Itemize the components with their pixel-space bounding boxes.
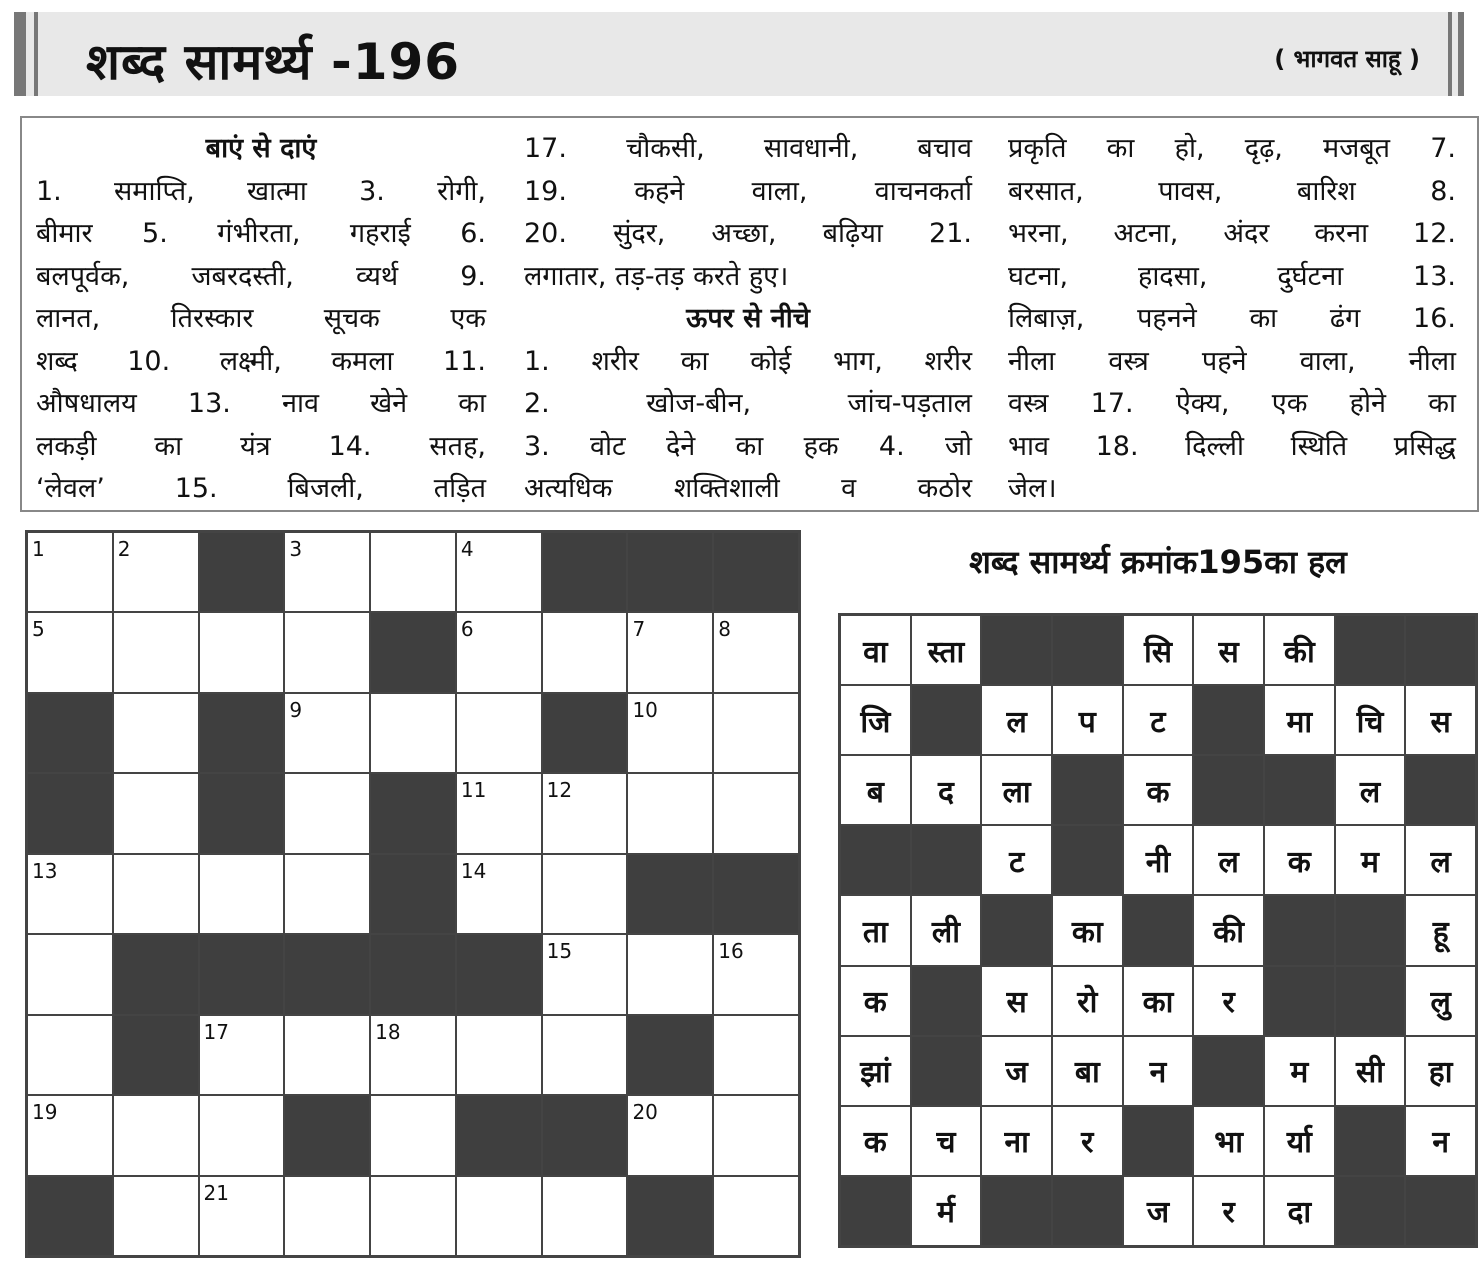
black-cell bbox=[542, 532, 628, 612]
grid-cell[interactable] bbox=[627, 612, 713, 692]
solution-cell: न bbox=[1405, 1106, 1476, 1176]
black-cell bbox=[27, 1176, 113, 1256]
solution-cell: ता bbox=[840, 895, 911, 965]
solution-cell: ट bbox=[981, 825, 1052, 895]
clue-number: 6 bbox=[460, 617, 474, 642]
grid-cell[interactable] bbox=[370, 1015, 456, 1095]
solution-cell: हू bbox=[1405, 895, 1476, 965]
solution-cell: बा bbox=[1052, 1036, 1123, 1106]
solution-black-cell bbox=[1335, 1106, 1406, 1176]
solution-black-cell bbox=[1405, 615, 1476, 685]
grid-cell[interactable] bbox=[627, 773, 713, 853]
solution-cell: ल bbox=[1193, 825, 1264, 895]
solution-cell: ला bbox=[981, 755, 1052, 825]
clue-number: 11 bbox=[460, 778, 487, 803]
grid-cell[interactable] bbox=[113, 773, 199, 853]
solution-cell: ज bbox=[1123, 1176, 1194, 1246]
black-cell bbox=[713, 532, 799, 612]
black-cell bbox=[370, 934, 456, 1014]
solution-black-cell bbox=[1264, 755, 1335, 825]
grid-cell[interactable] bbox=[113, 854, 199, 934]
solution-cell: झां bbox=[840, 1036, 911, 1106]
black-cell bbox=[27, 693, 113, 773]
crossword-grid bbox=[25, 530, 801, 1258]
grid-cell[interactable] bbox=[456, 612, 542, 692]
grid-cell[interactable] bbox=[713, 612, 799, 692]
clue-line: बीमार 5. गंभीरता, गहराई 6. bbox=[36, 218, 486, 249]
clue-number: 9 bbox=[289, 697, 303, 722]
solution-cell: र bbox=[1193, 1176, 1264, 1246]
solution-black-cell bbox=[1264, 895, 1335, 965]
grid-cell[interactable] bbox=[27, 1095, 113, 1175]
solution-black-cell bbox=[981, 615, 1052, 685]
grid-cell[interactable] bbox=[456, 854, 542, 934]
solution-cell: न bbox=[1123, 1036, 1194, 1106]
grid-cell[interactable] bbox=[456, 1015, 542, 1095]
clues-box bbox=[20, 116, 1479, 512]
grid-cell[interactable] bbox=[627, 1095, 713, 1175]
grid-cell[interactable] bbox=[370, 532, 456, 612]
grid-cell[interactable] bbox=[199, 612, 285, 692]
puzzle-title: शब्द सामर्थ्य -196 bbox=[86, 33, 461, 91]
grid-cell[interactable] bbox=[284, 1176, 370, 1256]
solution-cell: र bbox=[1052, 1106, 1123, 1176]
grid-cell[interactable] bbox=[284, 773, 370, 853]
solution-cell: भा bbox=[1193, 1106, 1264, 1176]
clue-number: 17 bbox=[203, 1019, 229, 1044]
solution-cell: क bbox=[840, 1106, 911, 1176]
solution-black-cell bbox=[1052, 1176, 1123, 1246]
black-cell bbox=[542, 693, 628, 773]
solution-black-cell bbox=[981, 1176, 1052, 1246]
clue-number: 13 bbox=[32, 858, 58, 883]
solution-black-cell bbox=[911, 825, 982, 895]
grid-cell[interactable] bbox=[199, 854, 285, 934]
clue-number: 18 bbox=[375, 1019, 401, 1044]
clue-line: 1. शरीर का कोई भाग, शरीर bbox=[524, 345, 972, 377]
clue-number: 5 bbox=[32, 617, 45, 642]
solution-cell: ल bbox=[1405, 825, 1476, 895]
solution-cell: की bbox=[1264, 615, 1335, 685]
black-cell bbox=[713, 854, 799, 934]
clue-number: 14 bbox=[460, 858, 487, 883]
solution-cell: द bbox=[911, 755, 982, 825]
solution-cell: र्म bbox=[911, 1176, 982, 1246]
solution-cell: स bbox=[981, 966, 1052, 1036]
grid-cell[interactable] bbox=[113, 1176, 199, 1256]
clue-line: ‘लेवल’ 15. बिजली, तड़ित bbox=[36, 473, 486, 504]
clue-line: अत्यधिक शक्तिशाली व कठोर bbox=[524, 473, 972, 504]
solution-black-cell bbox=[1335, 1176, 1406, 1246]
header-bar-right-thin bbox=[1448, 12, 1452, 96]
grid-cell[interactable] bbox=[284, 532, 370, 612]
black-cell bbox=[199, 773, 285, 853]
solution-cell: ज bbox=[981, 1036, 1052, 1106]
black-cell bbox=[627, 1015, 713, 1095]
black-cell bbox=[370, 612, 456, 692]
clues-column-1 bbox=[36, 128, 486, 511]
clue-line: 3. वोट देने का हक 4. जो bbox=[524, 430, 972, 462]
solution-black-cell bbox=[1052, 755, 1123, 825]
black-cell bbox=[456, 934, 542, 1014]
solution-cell: क bbox=[1123, 755, 1194, 825]
solution-black-cell bbox=[911, 966, 982, 1036]
clue-line: प्रकृति का हो, दृढ़, मजबूत 7. bbox=[1008, 133, 1456, 164]
solution-black-cell bbox=[840, 825, 911, 895]
grid-cell[interactable] bbox=[113, 1095, 199, 1175]
black-cell bbox=[113, 1015, 199, 1095]
clue-number: 7 bbox=[632, 617, 646, 642]
grid-cell[interactable] bbox=[284, 612, 370, 692]
solution-cell: स bbox=[1405, 685, 1476, 755]
clue-line: लिबाज़, पहनने का ढंग 16. bbox=[1008, 303, 1456, 334]
solution-cell: दा bbox=[1264, 1176, 1335, 1246]
grid-cell[interactable] bbox=[27, 1015, 113, 1095]
solution-title: शब्द सामर्थ्य क्रमांक195का हल bbox=[969, 543, 1347, 581]
solution-cell: स bbox=[1193, 615, 1264, 685]
solution-cell: र्या bbox=[1264, 1106, 1335, 1176]
grid-cell[interactable] bbox=[713, 1176, 799, 1256]
solution-cell: वा bbox=[840, 615, 911, 685]
clue-number: 16 bbox=[718, 939, 744, 964]
clue-line: बलपूर्वक, जबरदस्ती, व्यर्थ 9. bbox=[36, 260, 486, 292]
solution-black-cell bbox=[1123, 1106, 1194, 1176]
clue-line: लगातार, तड़-तड़ करते हुए। bbox=[524, 260, 789, 292]
grid-cell[interactable] bbox=[284, 693, 370, 773]
grid-cell[interactable] bbox=[456, 1176, 542, 1256]
grid-cell[interactable] bbox=[370, 1095, 456, 1175]
header-banner bbox=[14, 12, 1464, 96]
black-cell bbox=[284, 1095, 370, 1175]
clue-line: 20. सुंदर, अच्छा, बढ़िया 21. bbox=[524, 218, 972, 249]
clue-number: 12 bbox=[546, 778, 573, 803]
grid-cell[interactable] bbox=[370, 1176, 456, 1256]
author-credit: ( भागवत साहू ) bbox=[1274, 45, 1420, 73]
grid-cell[interactable] bbox=[113, 532, 199, 612]
clues-column-2 bbox=[524, 128, 972, 511]
clue-line: 1. समाप्ति, खात्मा 3. रोगी, bbox=[36, 175, 486, 207]
solution-cell: र bbox=[1193, 966, 1264, 1036]
solution-black-cell bbox=[1193, 755, 1264, 825]
solution-cell: स्ता bbox=[911, 615, 982, 685]
grid-cell[interactable] bbox=[713, 934, 799, 1014]
clue-number: 20 bbox=[632, 1100, 658, 1125]
solution-black-cell bbox=[1123, 895, 1194, 965]
black-cell bbox=[370, 854, 456, 934]
solution-cell: नी bbox=[1123, 825, 1194, 895]
clue-line: 17. चौकसी, सावधानी, बचाव bbox=[524, 133, 972, 164]
solution-black-cell bbox=[1405, 755, 1476, 825]
grid-cell[interactable] bbox=[713, 693, 799, 773]
clue-line: लकड़ी का यंत्र 14. सतह, bbox=[36, 430, 486, 462]
grid-cell[interactable] bbox=[456, 773, 542, 853]
solution-cell: चि bbox=[1335, 685, 1406, 755]
solution-black-cell bbox=[1335, 615, 1406, 685]
solution-cell: क bbox=[840, 966, 911, 1036]
clue-number: 4 bbox=[460, 537, 474, 561]
clue-line: भरना, अटना, अंदर करना 12. bbox=[1008, 218, 1456, 249]
grid-cell[interactable] bbox=[27, 854, 113, 934]
solution-black-cell bbox=[1335, 966, 1406, 1036]
grid-cell[interactable] bbox=[713, 1095, 799, 1175]
grid-cell[interactable] bbox=[542, 612, 628, 692]
solution-black-cell bbox=[1052, 825, 1123, 895]
grid-cell[interactable] bbox=[27, 612, 113, 692]
solution-cell: लु bbox=[1405, 966, 1476, 1036]
solution-cell: का bbox=[1123, 966, 1194, 1036]
solution-cell: जि bbox=[840, 685, 911, 755]
grid-cell[interactable] bbox=[542, 854, 628, 934]
clue-number: 10 bbox=[632, 697, 658, 722]
header-bar-right bbox=[1458, 12, 1464, 96]
clue-number: 2 bbox=[117, 537, 131, 561]
across-heading: बाएं से दाएं bbox=[205, 133, 317, 164]
solution-cell: म bbox=[1335, 825, 1406, 895]
grid-cell[interactable] bbox=[113, 612, 199, 692]
grid-cell[interactable] bbox=[713, 1015, 799, 1095]
clue-line: वस्त्र 17. ऐक्य, एक होने का bbox=[1008, 388, 1456, 419]
clue-line: भाव 18. दिल्ली स्थिति प्रसिद्ध bbox=[1008, 430, 1456, 462]
solution-cell: हा bbox=[1405, 1036, 1476, 1106]
black-cell bbox=[199, 532, 285, 612]
clue-line: लानत, तिरस्कार सूचक एक bbox=[36, 303, 486, 334]
solution-cell: ली bbox=[911, 895, 982, 965]
black-cell bbox=[284, 934, 370, 1014]
solution-cell: ट bbox=[1123, 685, 1194, 755]
black-cell bbox=[113, 934, 199, 1014]
grid-cell[interactable] bbox=[542, 1176, 628, 1256]
black-cell bbox=[627, 854, 713, 934]
solution-black-cell bbox=[1264, 966, 1335, 1036]
grid-cell[interactable] bbox=[542, 1015, 628, 1095]
header-bar-left bbox=[14, 12, 26, 96]
solution-cell: ब bbox=[840, 755, 911, 825]
solution-cell: प bbox=[1052, 685, 1123, 755]
grid-cell[interactable] bbox=[713, 773, 799, 853]
clue-number: 19 bbox=[32, 1100, 58, 1125]
black-cell bbox=[199, 693, 285, 773]
solution-cell: च bbox=[911, 1106, 982, 1176]
down-heading: ऊपर से नीचे bbox=[686, 303, 810, 334]
solution-cell: क bbox=[1264, 825, 1335, 895]
solution-black-cell bbox=[911, 1036, 982, 1106]
solution-cell: मा bbox=[1264, 685, 1335, 755]
solution-black-cell bbox=[911, 685, 982, 755]
grid-cell[interactable] bbox=[199, 1095, 285, 1175]
black-cell bbox=[542, 1095, 628, 1175]
grid-cell[interactable] bbox=[370, 693, 456, 773]
grid-cell[interactable] bbox=[542, 934, 628, 1014]
clue-number: 1 bbox=[32, 537, 45, 561]
grid-cell[interactable] bbox=[542, 773, 628, 853]
grid-cell[interactable] bbox=[456, 693, 542, 773]
grid-cell[interactable] bbox=[199, 1015, 285, 1095]
solution-cell: सी bbox=[1335, 1036, 1406, 1106]
grid-cell[interactable] bbox=[627, 934, 713, 1014]
solution-cell: सि bbox=[1123, 615, 1194, 685]
clue-line: नीला वस्त्र पहने वाला, नीला bbox=[1008, 345, 1456, 377]
solution-black-cell bbox=[840, 1176, 911, 1246]
solution-black-cell bbox=[1405, 1176, 1476, 1246]
clues-column-3 bbox=[1008, 128, 1456, 511]
clue-number: 21 bbox=[203, 1180, 229, 1205]
solution-cell: म bbox=[1264, 1036, 1335, 1106]
black-cell bbox=[456, 1095, 542, 1175]
black-cell bbox=[27, 773, 113, 853]
clue-line: 2. खोज-बीन, जांच-पड़ताल bbox=[524, 388, 972, 419]
clue-number: 3 bbox=[289, 537, 303, 561]
solution-cell: का bbox=[1052, 895, 1123, 965]
clue-line: बरसात, पावस, बारिश 8. bbox=[1008, 175, 1456, 207]
solution-cell: ल bbox=[1335, 755, 1406, 825]
solution-cell: रो bbox=[1052, 966, 1123, 1036]
solution-black-cell bbox=[1335, 895, 1406, 965]
grid-cell[interactable] bbox=[27, 532, 113, 612]
black-cell bbox=[627, 532, 713, 612]
black-cell bbox=[199, 934, 285, 1014]
clue-number: 15 bbox=[546, 939, 573, 964]
grid-cell[interactable] bbox=[284, 854, 370, 934]
grid-cell[interactable] bbox=[199, 1176, 285, 1256]
solution-black-cell bbox=[1193, 685, 1264, 755]
grid-cell[interactable] bbox=[284, 1015, 370, 1095]
clue-line: जेल। bbox=[1008, 473, 1057, 504]
solution-cell: ल bbox=[981, 685, 1052, 755]
header-bar-left-thin bbox=[34, 12, 38, 96]
solution-cell: की bbox=[1193, 895, 1264, 965]
black-cell bbox=[370, 773, 456, 853]
grid-cell[interactable] bbox=[27, 934, 113, 1014]
clue-line: शब्द 10. लक्ष्मी, कमला 11. bbox=[36, 345, 486, 377]
grid-cell[interactable] bbox=[113, 693, 199, 773]
clue-line: औषधालय 13. नाव खेने का bbox=[36, 388, 486, 419]
grid-cell[interactable] bbox=[627, 693, 713, 773]
solution-black-cell bbox=[1052, 615, 1123, 685]
clue-line: 19. कहने वाला, वाचनकर्ता bbox=[524, 175, 972, 207]
clue-number: 8 bbox=[718, 617, 731, 642]
solution-cell: ना bbox=[981, 1106, 1052, 1176]
solution-black-cell bbox=[1193, 1036, 1264, 1106]
grid-cell[interactable] bbox=[456, 532, 542, 612]
clue-line: घटना, हादसा, दुर्घटना 13. bbox=[1008, 260, 1456, 292]
black-cell bbox=[627, 1176, 713, 1256]
solution-grid bbox=[838, 613, 1478, 1248]
solution-black-cell bbox=[981, 895, 1052, 965]
